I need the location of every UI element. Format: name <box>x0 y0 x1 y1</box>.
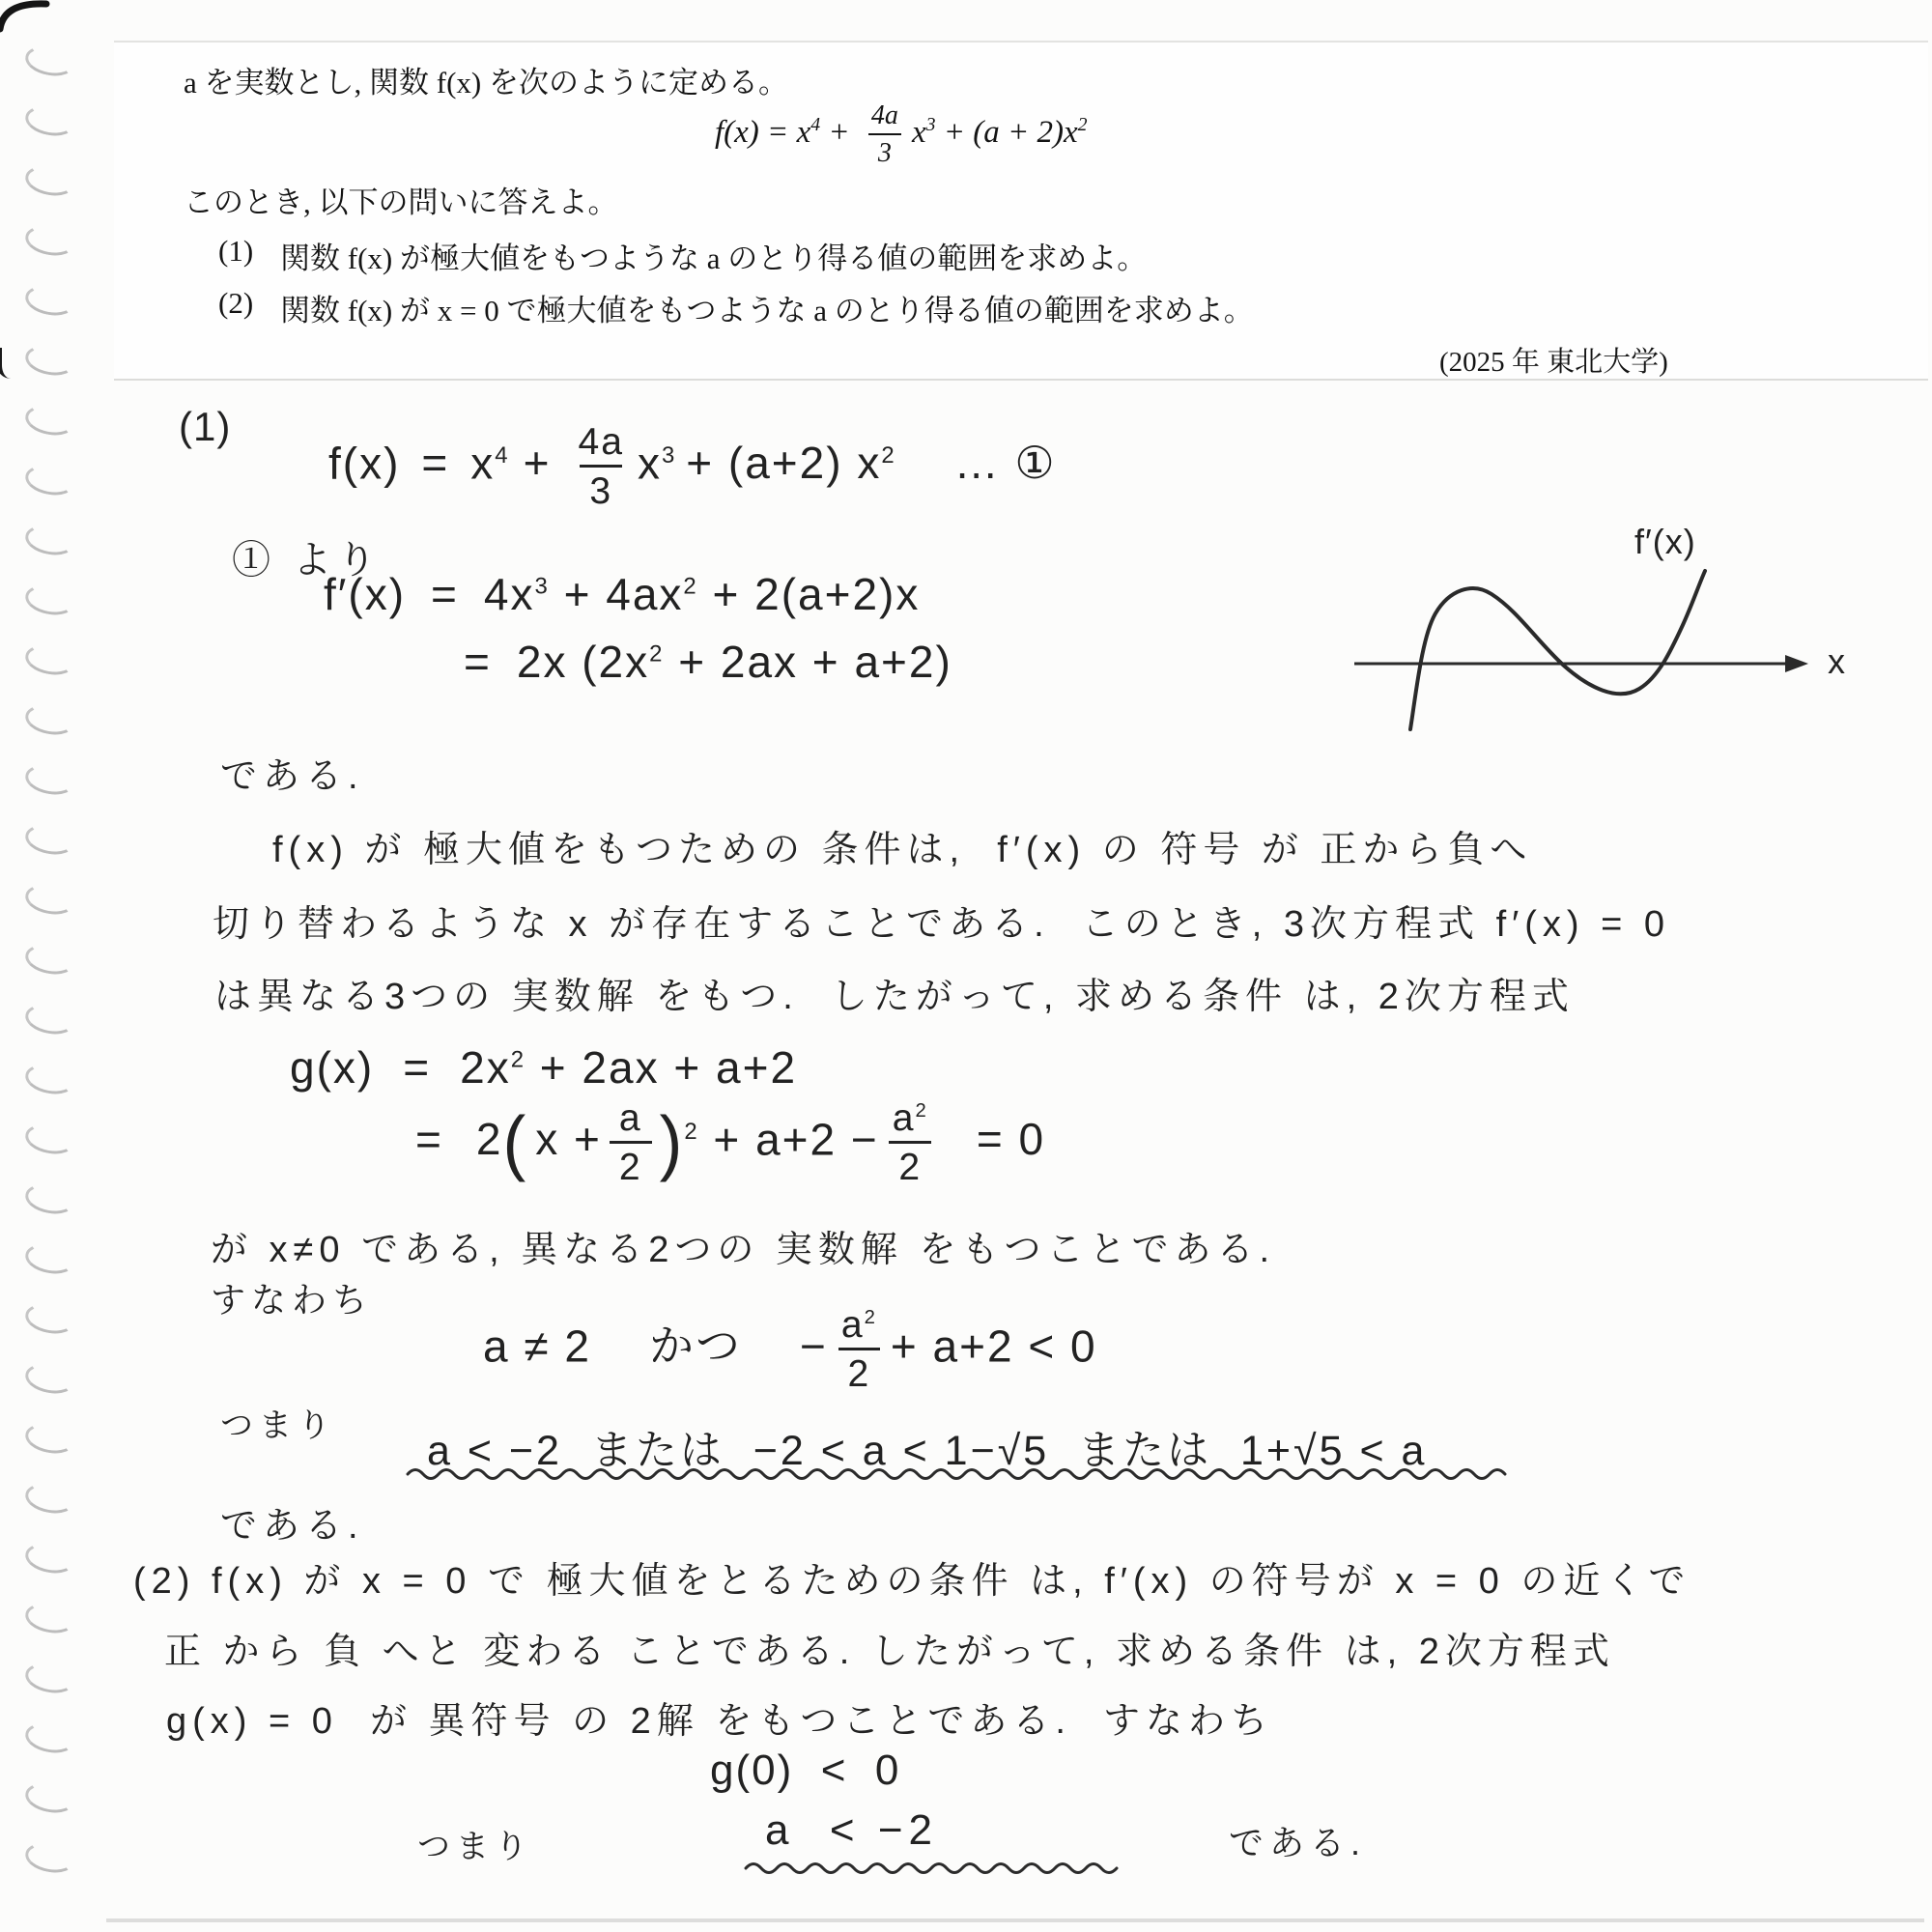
formula-fraction <box>866 102 904 167</box>
eq-fprime-tail: + 2(a+2)x <box>697 569 921 619</box>
sunawachi-label: すなわち <box>211 1280 374 1320</box>
eq-sq-a-num: a <box>618 1097 642 1139</box>
cond-frac-sup: 2 <box>864 1306 877 1328</box>
spiral-hole <box>23 761 77 799</box>
corner-wire-icon <box>0 0 54 37</box>
eq-fprime <box>324 568 920 620</box>
spiral-hole <box>23 1420 77 1458</box>
eq-gx-sup2: 2 <box>510 1046 526 1073</box>
eq-g0: g(0) < 0 <box>710 1747 901 1794</box>
eq-fprime-sup2: 2 <box>683 573 698 600</box>
eq-fx-equals: = <box>421 438 450 489</box>
eq-factored-2x: 2x (2x <box>516 637 650 687</box>
spiral-hole <box>23 821 77 859</box>
eq-sq-asq-sup: 2 <box>915 1099 928 1122</box>
eq-gx <box>290 1041 797 1094</box>
fraction-numerator: 4a <box>870 100 898 130</box>
formula-plus1: + <box>820 115 858 151</box>
formula-tail: + (a + 2)x <box>935 115 1078 151</box>
cond-minus: − <box>799 1321 828 1372</box>
eq-gx-2x2: 2x <box>460 1042 511 1093</box>
paragraph-line-2: 切り替わるような x が存在することである. このとき, 3次方程式 f′(x) = 0 <box>213 904 1671 945</box>
formula-exp4: 4 <box>810 114 821 136</box>
spiral-hole <box>23 1121 77 1158</box>
eq-fprime-4ax2: + 4ax <box>549 569 684 619</box>
eq-fx-lhs: f(x) <box>328 438 401 489</box>
dearu-2: である. <box>220 1506 364 1547</box>
eq-gx-lhs: g(x) <box>290 1042 375 1093</box>
scan-artifact <box>106 1918 1924 1922</box>
graph-curve-label: f′(x) <box>1634 522 1696 561</box>
problem-formula <box>715 102 1088 167</box>
spiral-hole <box>23 1480 77 1518</box>
problem-prompt: このとき, 以下の問いに答えよ。 <box>184 185 618 219</box>
spiral-hole <box>23 1240 77 1278</box>
answer-2-wavy-underline <box>744 1859 1121 1878</box>
cond-a-neq-2: a ≠ 2 <box>483 1321 591 1372</box>
spiral-hole <box>23 941 77 979</box>
eq-gx-equals: = <box>403 1042 432 1093</box>
spiral-hole <box>23 1600 77 1637</box>
problem-intro: a を実数とし, 関数 f(x) を次のように定める。 <box>184 66 788 99</box>
spiral-hole <box>23 402 77 440</box>
spiral-hole <box>23 222 77 260</box>
condition-row <box>483 1304 1097 1396</box>
eq-gx-tail: + 2ax + a+2 <box>526 1042 798 1093</box>
fprime-graph <box>1343 536 1845 739</box>
spiral-hole <box>23 162 77 200</box>
left-edge-mark <box>0 348 14 379</box>
part2-line-2: 正 から 負 へと 変わる ことである. したがって, 求める条件 は, 2次方程式 <box>164 1632 1615 1672</box>
cond-frac-a: a <box>840 1304 865 1346</box>
eq-fprime-sup3: 3 <box>534 573 550 600</box>
paragraph-line-1: f(x) が 極大値をもつための 条件は, f′(x) の 符号 が 正から負へ <box>272 830 1533 870</box>
spiral-hole <box>23 1839 77 1877</box>
formula-lhs: f(x) = x <box>715 115 811 151</box>
formula-exp2: 2 <box>1077 114 1088 136</box>
eq-gx-completed-square <box>415 1097 1046 1189</box>
answer-2: a < −2 <box>765 1806 939 1854</box>
eq-sq-xplus: x + <box>535 1114 602 1165</box>
eq-fprime-factored <box>464 636 952 688</box>
eq-fprime-4x3: 4x <box>483 569 535 619</box>
spiral-hole <box>23 462 77 499</box>
eq-factored-equals: = <box>464 637 492 687</box>
tsumari-2: つまり <box>417 1829 533 1865</box>
eq-sq-asq-num <box>887 1099 934 1141</box>
eq-sq-fraction-a2 <box>610 1097 652 1189</box>
cond-frac-num <box>836 1306 883 1348</box>
question-2-label: (2) <box>218 286 254 320</box>
eq-fx-sup2: 2 <box>881 441 896 469</box>
eq-fx-x3: x <box>637 438 662 489</box>
eq-factored-sup2: 2 <box>649 640 665 668</box>
spiral-hole <box>23 43 77 80</box>
eq-sq-close-paren: ) <box>659 1102 685 1184</box>
part2-line-1: (2) f(x) が x = 0 で 極大値をとるための条件 は, f′(x) の符号が x = 0 の近くで <box>133 1561 1691 1602</box>
question-1-label: (1) <box>218 234 254 268</box>
spiral-hole <box>23 1300 77 1338</box>
spiral-hole <box>23 582 77 619</box>
spiral-hole <box>23 342 77 380</box>
eq-factored-tail: + 2ax + a+2) <box>664 637 952 687</box>
cond-frac-den: 2 <box>838 1348 881 1393</box>
spiral-hole <box>23 282 77 320</box>
question-1-text: 関数 f(x) が極大値をもつような a のとり得る値の範囲を求めよ。 <box>280 242 1148 275</box>
spiral-hole <box>23 1360 77 1398</box>
eq-sq-tail: = 0 <box>976 1114 1046 1165</box>
part2-line-3: g(x) = 0 が 異符号 の 2解 をもつことである. すなわち <box>166 1701 1274 1742</box>
fprime-curve <box>1410 571 1705 729</box>
spiral-hole <box>23 1180 77 1218</box>
spiral-hole <box>23 1660 77 1697</box>
answer-1: a < −2 または −2 < a < 1−√5 または 1+√5 < a <box>427 1428 1428 1474</box>
eq-fx-plus: + <box>523 438 552 489</box>
spiral-hole <box>23 641 77 679</box>
x-axis-arrow-icon <box>1785 655 1808 672</box>
from-line: ① より <box>232 539 383 582</box>
spiral-hole <box>23 1061 77 1098</box>
eq-fx-fraction <box>572 421 629 513</box>
eq-fprime-lhs: f′(x) <box>324 569 407 619</box>
question-2-text: 関数 f(x) が x = 0 で極大値をもつような a のとり得る値の範囲を求めよ。 <box>280 294 1254 327</box>
paragraph-line-3: は異なる3つの 実数解 をもつ. したがって, 求める条件 は, 2次方程式 <box>214 977 1575 1017</box>
answer-1-wavy-underline <box>406 1464 1517 1484</box>
graph-axis-label: x <box>1828 641 1851 681</box>
eq-fx <box>328 421 1057 513</box>
cond-tail: + a+2 < 0 <box>890 1321 1097 1372</box>
problem-source: (2025 年 東北大学) <box>1439 347 1668 378</box>
spiral-hole <box>23 881 77 919</box>
spiral-hole <box>23 1540 77 1577</box>
formula-exp3: 3 <box>925 114 936 136</box>
eq-sq-fraction-asq <box>887 1097 934 1189</box>
eq-fx-frac-den: 3 <box>580 465 622 510</box>
spiral-hole <box>23 1719 77 1757</box>
eq-sq-sup2: 2 <box>684 1118 699 1145</box>
eq-fx-sup3: 3 <box>661 441 677 469</box>
eq-fx-x4: x <box>470 438 496 489</box>
eq-sq-coef: 2 <box>475 1114 503 1165</box>
spiral-hole <box>23 522 77 559</box>
formula-x3: x <box>911 115 926 151</box>
tsumari-1: つまり <box>220 1407 336 1444</box>
eq-fx-tag-circled-1: … ① <box>953 438 1057 489</box>
eq-sq-asq-den: 2 <box>889 1141 931 1186</box>
eq-sq-open-paren: ( <box>502 1102 528 1184</box>
spiral-hole <box>23 1001 77 1038</box>
dearu-3: である. <box>1229 1823 1367 1862</box>
spiral-hole <box>23 1779 77 1817</box>
eq-fx-frac-num: 4a <box>578 421 624 463</box>
paragraph-line-4: が x≠0 である, 異なる2つの 実数解 をもつことである. <box>211 1230 1276 1270</box>
eq-fprime-equals: = <box>431 569 459 619</box>
part1-label: (1) <box>179 404 232 449</box>
eq-fx-tail: + (a+2) x <box>686 438 882 489</box>
problem-statement <box>114 41 1928 381</box>
cond-fraction <box>836 1304 883 1396</box>
dearu-1: である. <box>220 756 364 797</box>
eq-sq-mid: + a+2 − <box>698 1114 879 1165</box>
eq-sq-asq-a: a <box>892 1097 916 1139</box>
cond-katsu: かつ <box>648 1321 742 1372</box>
fraction-denominator: 3 <box>868 133 901 167</box>
spiral-hole <box>23 701 77 739</box>
eq-fx-sup4: 4 <box>495 441 510 469</box>
spiral-hole <box>23 102 77 140</box>
eq-sq-equals: = <box>415 1114 443 1165</box>
eq-sq-2-den: 2 <box>610 1141 652 1186</box>
